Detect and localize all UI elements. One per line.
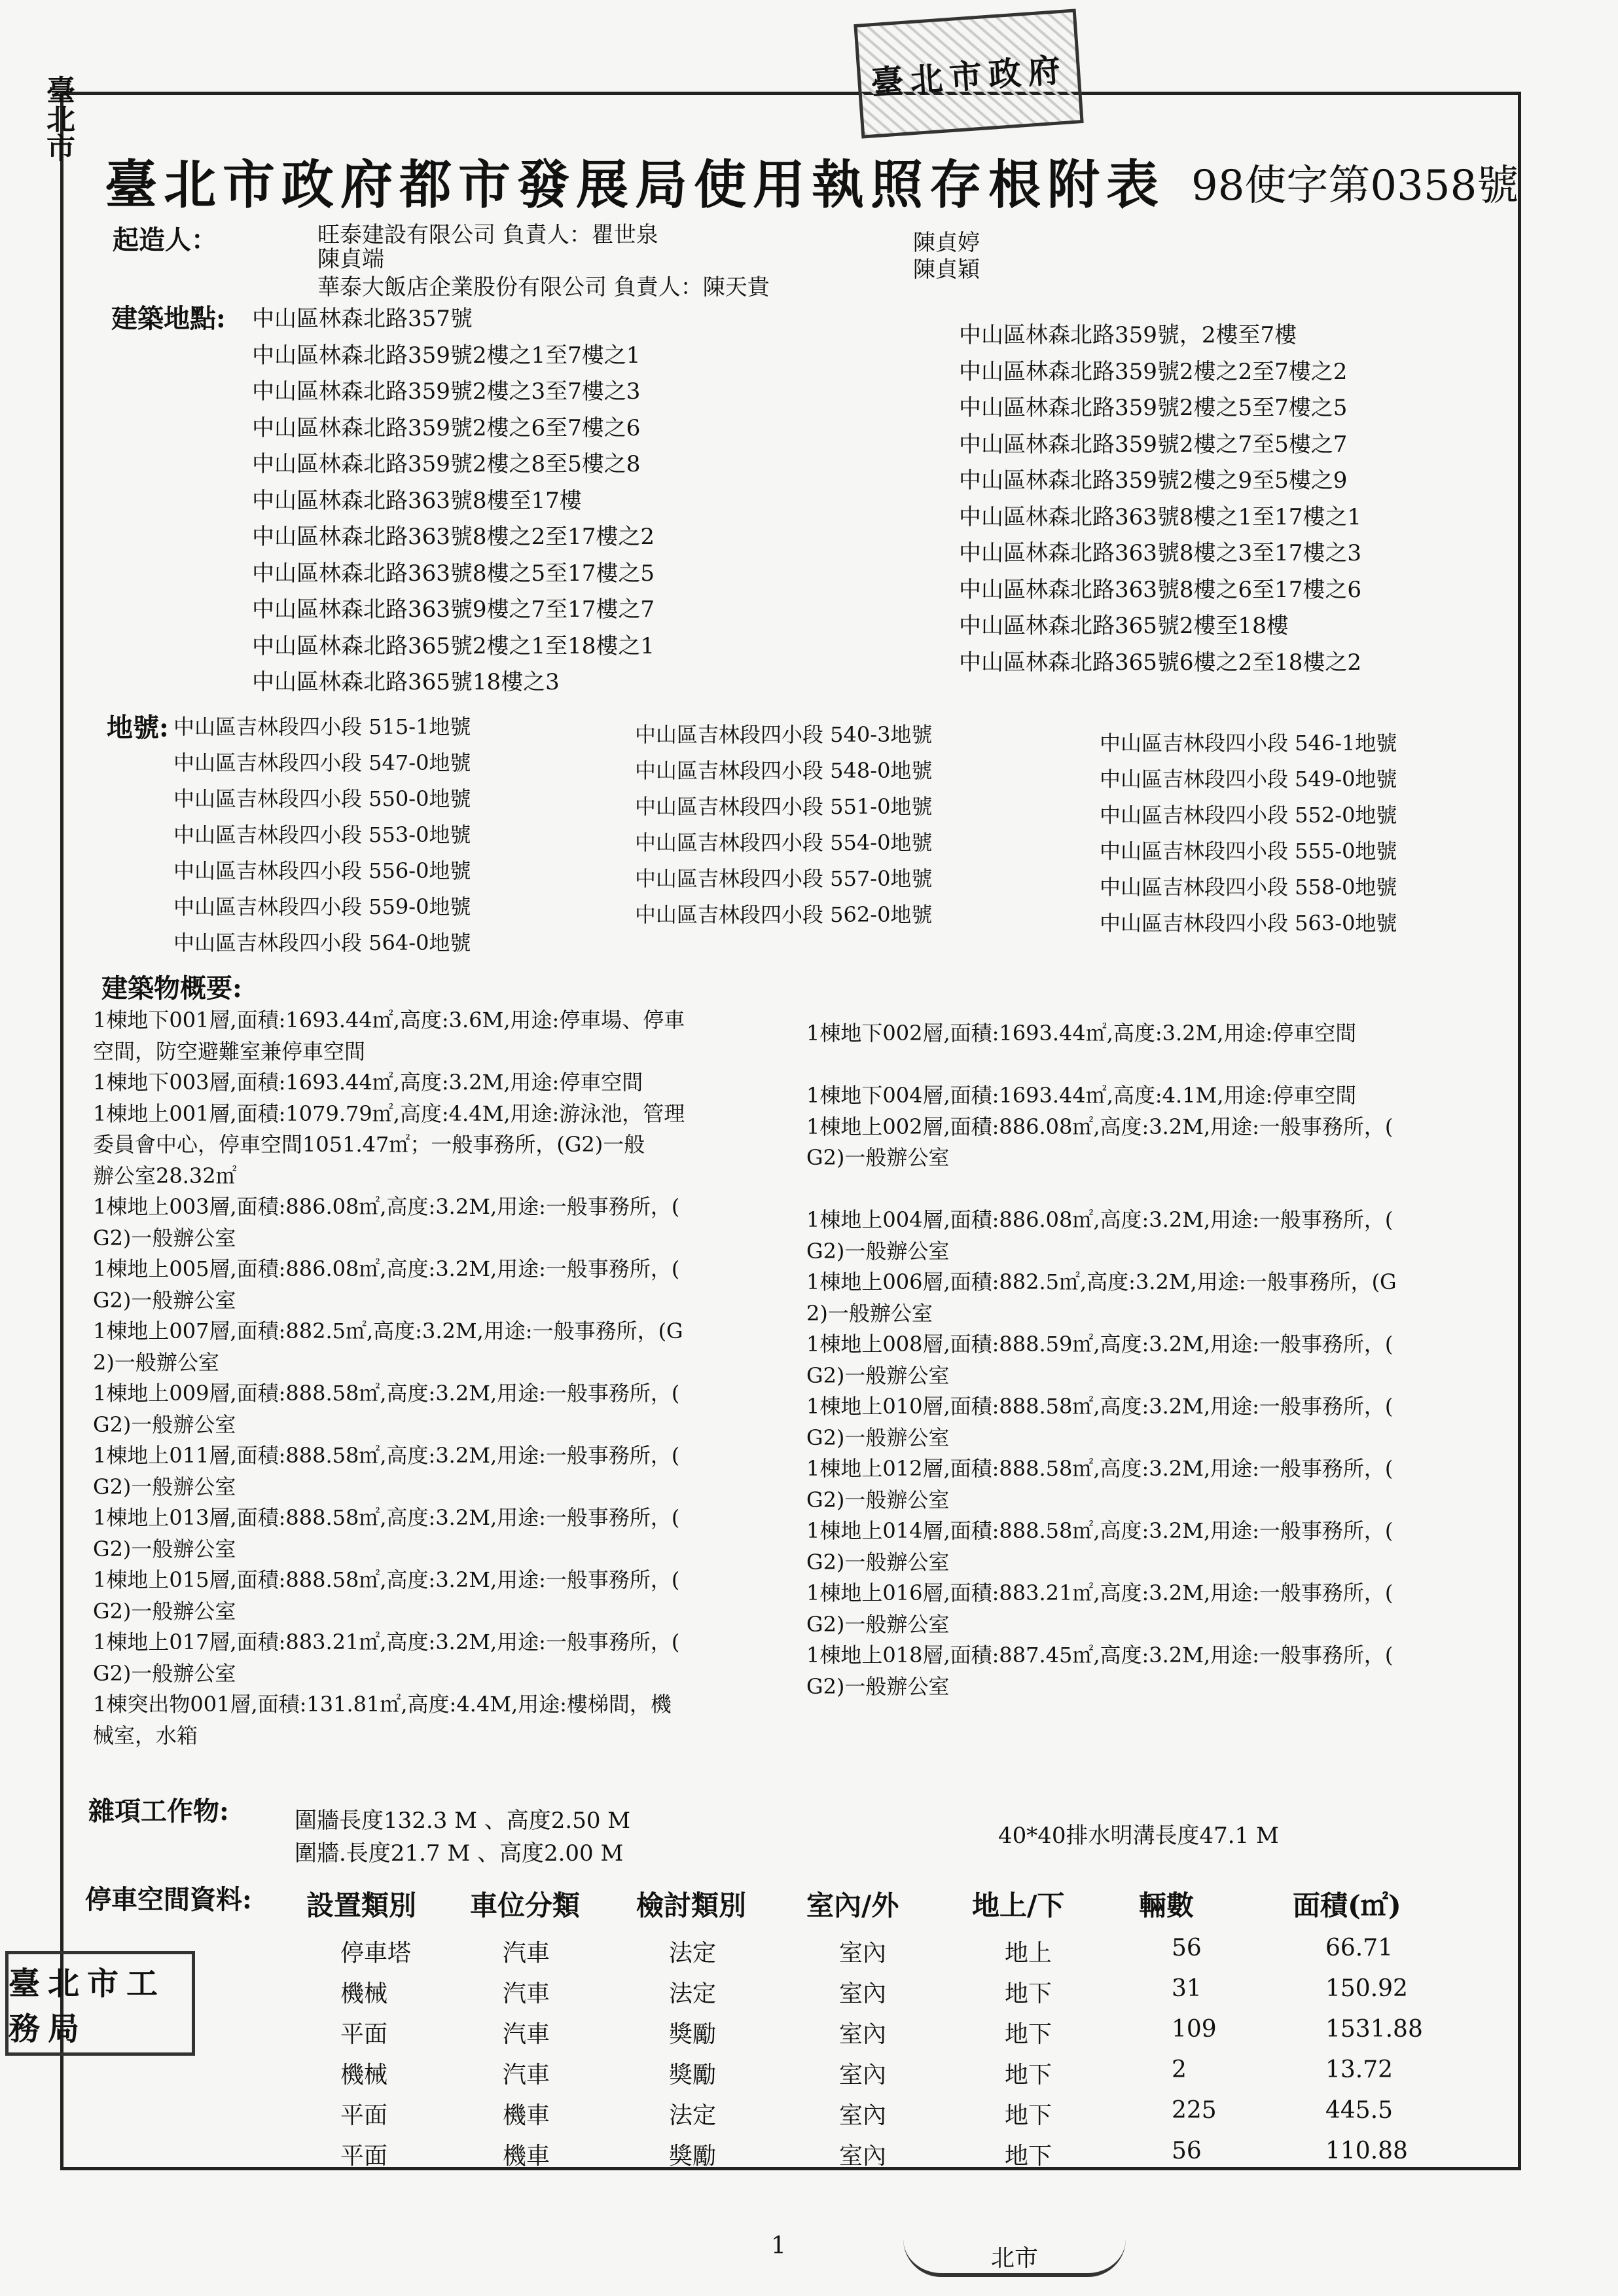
lot-line: 中山區吉林段四小段 555-0地號 — [1100, 839, 1397, 864]
overview-line: 1棟地上001層,面積:1079.79㎡,高度:4.4M,用途:游泳池，管理 — [93, 1101, 685, 1126]
overview-line: 1棟地上008層,面積:888.59㎡,高度:3.2M,用途:一般事務所，( — [806, 1332, 1393, 1357]
lot-line: 中山區吉林段四小段 554-0地號 — [635, 830, 933, 855]
parking-cell: 停車塔 — [340, 1940, 412, 1967]
overview-line: G2)一般辦公室 — [93, 1660, 236, 1686]
overview-line: 1棟地上009層,面積:888.58㎡,高度:3.2M,用途:一般事務所，( — [93, 1381, 680, 1406]
address-line: 中山區林森北路363號8樓之5至17樓之5 — [252, 560, 655, 587]
parking-cell: 汽車 — [503, 1940, 550, 1967]
overview-line: 1棟地下004層,面積:1693.44㎡,高度:4.1M,用途:停車空間 — [806, 1083, 1357, 1108]
parking-cell: 150.92 — [1325, 1975, 1408, 2002]
overview-line: 委員會中心，停車空間1051.47㎡；一般事務所，(G2)一般 — [93, 1132, 645, 1157]
overview-line: 1棟地上004層,面積:886.08㎡,高度:3.2M,用途:一般事務所，( — [806, 1207, 1393, 1232]
lot-line: 中山區吉林段四小段 564-0地號 — [173, 930, 471, 955]
builder-line: 陳貞端 — [317, 246, 384, 272]
address-line: 中山區林森北路359號，2樓至7樓 — [959, 322, 1297, 348]
builder-line: 旺泰建設有限公司 負責人：瞿世泉 — [317, 222, 658, 248]
lot-line: 中山區吉林段四小段 559-0地號 — [173, 894, 471, 919]
lots-col-2 — [635, 717, 932, 933]
overview-line: G2)一般辦公室 — [93, 1536, 236, 1561]
overview-line: 1棟地上002層,面積:886.08㎡,高度:3.2M,用途:一般事務所，( — [806, 1114, 1393, 1139]
misc-line: 圍牆.長度21.7 M 、高度2.00 M — [295, 1840, 624, 1867]
parking-cell: 室內 — [839, 2102, 887, 2129]
misc-label: 雜項工作物: — [88, 1796, 229, 1827]
overview-line: 1棟地上018層,面積:887.45㎡,高度:3.2M,用途:一般事務所，( — [806, 1643, 1393, 1667]
parking-cell: 平面 — [340, 2143, 388, 2170]
address-line: 中山區林森北路363號8樓之1至17樓之1 — [959, 503, 1362, 530]
address-line: 中山區林森北路359號2樓之6至7樓之6 — [252, 414, 641, 441]
parking-cell: 室內 — [839, 2062, 887, 2088]
overview-line: 辦公室28.32㎡ — [93, 1163, 237, 1188]
lot-line: 中山區吉林段四小段 552-0地號 — [1100, 803, 1397, 828]
side-seal-stamp — [5, 1951, 195, 2056]
address-line: 中山區林森北路363號9樓之7至17樓之7 — [252, 596, 655, 623]
parking-cell: 地下 — [1005, 2102, 1052, 2129]
parking-cell: 室內 — [839, 2021, 887, 2048]
overview-line: 2)一般辦公室 — [93, 1349, 219, 1375]
page-number: 1 — [771, 2232, 786, 2259]
parking-cell: 汽車 — [503, 2021, 550, 2048]
address-line: 中山區林森北路365號6樓之2至18樓之2 — [959, 649, 1362, 676]
overview-line: G2)一般辦公室 — [93, 1598, 236, 1624]
overview-line: G2)一般辦公室 — [806, 1549, 950, 1575]
parking-cell: 機械 — [340, 1980, 388, 2007]
lot-line: 中山區吉林段四小段 563-0地號 — [1100, 911, 1397, 936]
bottom-stamp: 北市 — [903, 2239, 1126, 2277]
parking-header-cell: 車位分類 — [470, 1889, 581, 1922]
lot-line: 中山區吉林段四小段 547-0地號 — [173, 750, 471, 775]
parking-cell: 室內 — [839, 1980, 887, 2007]
parking-cell: 445.5 — [1325, 2097, 1393, 2124]
address-line: 中山區林森北路359號2樓之3至7樓之3 — [252, 378, 641, 405]
parking-cell: 平面 — [340, 2102, 388, 2129]
address-line: 中山區林森北路357號 — [252, 306, 473, 332]
parking-cell: 獎勵 — [669, 2143, 717, 2170]
overview-line: G2)一般辦公室 — [93, 1225, 236, 1250]
overview-list-left — [93, 1005, 685, 1751]
address-line: 中山區林森北路363號8樓至17樓 — [252, 487, 582, 514]
lot-line: 中山區吉林段四小段 540-3地號 — [635, 722, 933, 747]
overview-list-right — [806, 1018, 1397, 1702]
parking-header-cell: 設置類別 — [306, 1889, 417, 1922]
parking-cell: 地下 — [1005, 2021, 1052, 2048]
overview-line — [806, 1049, 1397, 1081]
parking-cell: 法定 — [669, 1980, 717, 2007]
overview-line: 1棟地上014層,面積:888.58㎡,高度:3.2M,用途:一般事務所，( — [806, 1518, 1393, 1543]
parking-header-cell: 面積(㎡) — [1293, 1889, 1401, 1922]
overview-line: 1棟地上012層,面積:888.58㎡,高度:3.2M,用途:一般事務所，( — [806, 1456, 1393, 1481]
overview-line: 1棟地上003層,面積:886.08㎡,高度:3.2M,用途:一般事務所，( — [93, 1194, 680, 1219]
overview-line: 1棟地上007層,面積:882.5㎡,高度:3.2M,用途:一般事務所，(G — [93, 1319, 683, 1343]
parking-cell: 室內 — [839, 2143, 887, 2170]
overview-label: 建築物概要: — [101, 973, 242, 1004]
overview-line: 1棟地上011層,面積:888.58㎡,高度:3.2M,用途:一般事務所，( — [93, 1443, 680, 1468]
margin-mark: 臺北市 — [41, 75, 75, 162]
lot-line: 中山區吉林段四小段 553-0地號 — [173, 822, 471, 847]
overview-line: 1棟地下003層,面積:1693.44㎡,高度:3.2M,用途:停車空間 — [93, 1070, 643, 1095]
parking-cell: 平面 — [340, 2021, 388, 2048]
parking-cell: 獎勵 — [669, 2021, 717, 2048]
page-title: 臺北市政府都市發展局使用執照存根附表 — [105, 154, 1165, 215]
parking-cell: 汽車 — [503, 2062, 550, 2088]
parking-cell: 13.72 — [1325, 2056, 1393, 2083]
overview-line: 1棟地上017層,面積:883.21㎡,高度:3.2M,用途:一般事務所，( — [93, 1630, 680, 1654]
parking-label: 停車空間資料: — [85, 1884, 252, 1915]
overview-line: 1棟地上013層,面積:888.58㎡,高度:3.2M,用途:一般事務所，( — [93, 1505, 680, 1530]
permit-number: 98使字第0358號 — [1191, 162, 1519, 210]
overview-line: 械室，水箱 — [93, 1722, 198, 1748]
overview-line: G2)一般辦公室 — [93, 1287, 236, 1313]
overview-line: 1棟地上006層,面積:882.5㎡,高度:3.2M,用途:一般事務所，(G — [806, 1269, 1397, 1294]
parking-cell: 225 — [1172, 2097, 1217, 2124]
parking-cell: 法定 — [669, 2102, 717, 2129]
overview-line: G2)一般辦公室 — [806, 1425, 950, 1450]
parking-cell: 機車 — [503, 2102, 550, 2129]
overview-line: 1棟地下001層,面積:1693.44㎡,高度:3.6M,用途:停車場、停車 — [93, 1008, 685, 1032]
lot-line: 中山區吉林段四小段 548-0地號 — [635, 758, 933, 783]
parking-cell: 地下 — [1005, 1980, 1052, 2007]
parking-cell: 地下 — [1005, 2143, 1052, 2170]
overview-line: 1棟地上005層,面積:886.08㎡,高度:3.2M,用途:一般事務所，( — [93, 1256, 680, 1281]
overview-line: 2)一般辦公室 — [806, 1300, 933, 1326]
parking-cell: 機械 — [340, 2062, 388, 2088]
parking-cell: 室內 — [839, 1940, 887, 1967]
address-line: 中山區林森北路363號8樓之6至17樓之6 — [959, 576, 1362, 603]
lot-line: 中山區吉林段四小段 550-0地號 — [173, 786, 471, 811]
parking-cell: 地上 — [1005, 1940, 1052, 1967]
address-label: 建築地點: — [111, 303, 226, 334]
parking-cell: 機車 — [503, 2143, 550, 2170]
overview-line: G2)一般辦公室 — [806, 1611, 950, 1637]
parking-cell: 56 — [1172, 1935, 1202, 1961]
lot-line: 中山區吉林段四小段 515-1地號 — [173, 714, 471, 739]
address-list-left — [252, 301, 655, 701]
parking-header-cell: 輛數 — [1139, 1889, 1195, 1922]
parking-cell: 66.71 — [1325, 1935, 1393, 1961]
overview-line: G2)一般辦公室 — [806, 1487, 950, 1512]
address-line: 中山區林森北路359號2樓之9至5樓之9 — [959, 467, 1348, 494]
lots-col-3 — [1100, 725, 1397, 941]
parking-header-cell: 地上/下 — [972, 1889, 1065, 1922]
overview-line: G2)一般辦公室 — [806, 1362, 950, 1388]
seal-text: 臺北市政府 — [869, 50, 1068, 102]
parking-cell: 汽車 — [503, 1980, 550, 2007]
parking-header-cell: 室內/外 — [806, 1889, 899, 1922]
address-line: 中山區林森北路359號2樓之8至5樓之8 — [252, 451, 641, 477]
address-line: 中山區林森北路359號2樓之5至7樓之5 — [959, 395, 1348, 421]
overview-line: 空間，防空避難室兼停車空間 — [93, 1038, 366, 1064]
address-line: 中山區林森北路359號2樓之7至5樓之7 — [959, 431, 1348, 458]
parking-cell: 2 — [1172, 2056, 1187, 2083]
lot-line: 中山區吉林段四小段 557-0地號 — [635, 866, 933, 891]
seal-left-text: 臺北市工務局 — [9, 1965, 166, 2047]
lot-line: 中山區吉林段四小段 549-0地號 — [1100, 767, 1397, 792]
address-line: 中山區林森北路365號2樓至18樓 — [959, 613, 1289, 639]
parking-cell: 31 — [1172, 1975, 1202, 2002]
overview-line: 1棟地上016層,面積:883.21㎡,高度:3.2M,用途:一般事務所，( — [806, 1580, 1393, 1605]
lot-line: 中山區吉林段四小段 551-0地號 — [635, 794, 933, 819]
overview-line — [806, 1174, 1397, 1205]
lot-line: 中山區吉林段四小段 562-0地號 — [635, 902, 933, 927]
parking-header-cell: 檢討類別 — [636, 1889, 747, 1922]
address-line: 中山區林森北路359號2樓之1至7樓之1 — [252, 342, 641, 369]
parking-cell: 56 — [1172, 2138, 1202, 2164]
lots-col-1 — [173, 709, 471, 961]
address-line: 中山區林森北路363號8樓之3至17樓之3 — [959, 540, 1362, 566]
lots-label: 地號: — [107, 712, 169, 743]
parking-cell: 獎勵 — [669, 2062, 717, 2088]
address-line: 中山區林森北路359號2樓之2至7樓之2 — [959, 358, 1348, 385]
builder-line: 華泰大飯店企業股份有限公司 負責人：陳天貴 — [317, 274, 770, 301]
overview-line: G2)一般辦公室 — [806, 1145, 950, 1170]
overview-line: G2)一般辦公室 — [93, 1412, 236, 1437]
overview-line: 1棟地上010層,面積:888.58㎡,高度:3.2M,用途:一般事務所，( — [806, 1394, 1393, 1419]
lot-line: 中山區吉林段四小段 556-0地號 — [173, 858, 471, 883]
builder-line: 陳貞婷 — [913, 230, 980, 256]
overview-line: 1棟地上015層,面積:888.58㎡,高度:3.2M,用途:一般事務所，( — [93, 1567, 680, 1592]
lot-line: 中山區吉林段四小段 546-1地號 — [1100, 731, 1397, 756]
overview-line: G2)一般辦公室 — [806, 1238, 950, 1264]
lot-line: 中山區吉林段四小段 558-0地號 — [1100, 875, 1397, 900]
parking-cell: 地下 — [1005, 2062, 1052, 2088]
overview-line: G2)一般辦公室 — [93, 1474, 236, 1499]
parking-cell: 法定 — [669, 1940, 717, 1967]
misc-drain: 40*40排水明溝長度47.1 M — [998, 1823, 1279, 1849]
overview-line: 1棟地下002層,面積:1693.44㎡,高度:3.2M,用途:停車空間 — [806, 1021, 1357, 1046]
parking-cell: 1531.88 — [1325, 2016, 1423, 2043]
parking-cell: 109 — [1172, 2016, 1217, 2043]
address-line: 中山區林森北路363號8樓之2至17樓之2 — [252, 524, 655, 550]
misc-line: 圍牆長度132.3 M 、高度2.50 M — [295, 1808, 631, 1834]
address-line: 中山區林森北路365號2樓之1至18樓之1 — [252, 632, 655, 659]
overview-line: 1棟突出物001層,面積:131.81㎡,高度:4.4M,用途:樓梯間，機 — [93, 1692, 672, 1717]
parking-cell: 110.88 — [1325, 2138, 1408, 2164]
official-seal-stamp — [854, 9, 1083, 138]
builder-line: 陳貞穎 — [913, 257, 980, 283]
builders-label: 起造人： — [113, 225, 217, 255]
overview-line: G2)一般辦公室 — [806, 1673, 950, 1699]
address-line: 中山區林森北路365號18樓之3 — [252, 669, 560, 695]
address-list-right — [959, 318, 1361, 681]
